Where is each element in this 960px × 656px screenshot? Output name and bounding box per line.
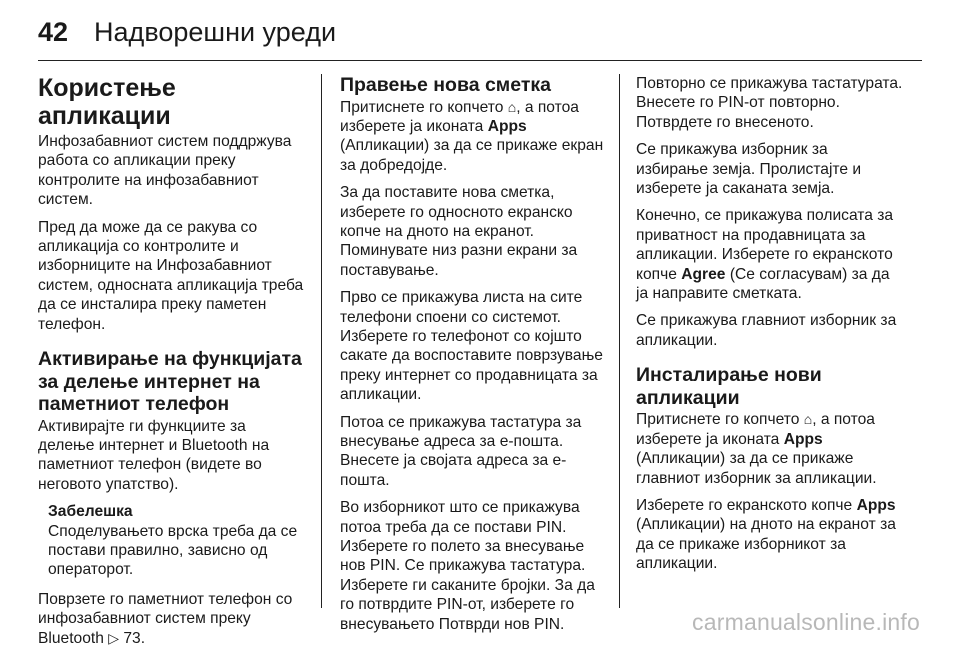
home-icon: ⌂ xyxy=(803,411,813,428)
paragraph: Притиснете го копчето ⌂, а потоа изберете ја иконата Apps (Апликации) за да се прикаже главниот изборник за апликации. xyxy=(636,411,877,487)
column-divider-1 xyxy=(321,74,322,608)
subheading-new-account: Правење нова сметка xyxy=(340,74,551,96)
paragraph: Се прикажува главниот изборник за апликации. xyxy=(636,312,897,349)
subheading-tethering: Активирање на функцијата за делење интернет на паметниот телефон xyxy=(38,348,302,416)
paragraph: Поврзете го паметниот телефон со инфозабавниот систем преку Bluetooth ▷ 73. xyxy=(38,590,293,647)
paragraph: Во изборникот што се прикажува потоа треба да се постави PIN. Изберете го полето за внесување нов PIN. Се прикажува тастатура. Изберете ги саканите бројки. За да го потврдите PIN-от, изберете го внесувањето Потврди нов PIN. xyxy=(340,499,595,633)
triangle-right-icon: ▷ xyxy=(108,629,120,646)
section-title: Надворешни уреди xyxy=(94,16,337,47)
paragraph: Изберете го екранското копче Apps (Апликации) на дното на екранот за да се прикаже изборникот за апликации. xyxy=(636,496,896,573)
page-header xyxy=(38,14,336,50)
paragraph: Инфозабавниот систем поддржува работа со апликации преку контролите на инфозабавниот систем. xyxy=(38,133,292,209)
agree-label: Agree xyxy=(681,265,726,283)
column-3 xyxy=(636,74,904,582)
paragraph: Притиснете го копчето ⌂, а потоа изберете ја иконата Apps (Апликации) за да се прикаже екран за добредојде. xyxy=(340,98,604,174)
paragraph: Потоа се прикажува тастатура за внесување адреса за е-пошта. Внесете ја својата адреса за е-пошта. xyxy=(340,413,582,489)
column-1 xyxy=(38,74,306,656)
subheading-install-apps: Инсталирање нови апликации xyxy=(636,364,822,409)
heading-using-apps: Користење апликации xyxy=(38,74,176,130)
watermark: carmanualsonline.info xyxy=(692,609,920,635)
apps-label: Apps xyxy=(856,496,896,514)
header-rule xyxy=(38,60,922,61)
page-number: 42 xyxy=(38,16,69,47)
page-reference[interactable]: 73. xyxy=(123,629,146,647)
column-2 xyxy=(340,74,608,642)
paragraph: Пред да може да се ракува со апликација со контролите и изборниците на Инфозабавниот систем, односната апликација треба да се инсталира преку паметен телефон. xyxy=(38,218,304,333)
paragraph: Повторно се прикажува тастатурата. Внесете го PIN-от повторно. Потврдете го внесеното. xyxy=(636,75,903,131)
paragraph: Активирајте ги функциите за делење интернет и Bluetooth на паметниот телефон (видете во неговото упатство). xyxy=(38,417,270,493)
column-divider-2 xyxy=(619,74,620,608)
paragraph: Конечно, се прикажува полисата за приватност на продавницата за апликации. Изберете го екранското копче Agree (Се согласувам) за да ја направите сметката. xyxy=(636,207,894,303)
home-icon: ⌂ xyxy=(507,98,517,115)
paragraph: Се прикажува изборник за избирање земја. Пролистајте и изберете ја саканата земја. xyxy=(636,141,862,198)
paragraph: За да поставите нова сметка, изберете го односното екранско копче на дното на екранот. Поминувате низ разни екрани за поставување. xyxy=(340,184,578,279)
apps-label: Apps xyxy=(487,117,527,135)
note-title: Забелешка xyxy=(48,503,133,521)
note-box xyxy=(48,502,306,580)
note-text: Споделувањето врска треба да се постави правилно, зависно од операторот. xyxy=(48,522,298,579)
paragraph: Прво се прикажува листа на сите телефони споени со системот. Изберете го телефонот со којшто сакате да воспоставите поврзување преку интернет со продавницата за апликации. xyxy=(340,289,603,404)
apps-label: Apps xyxy=(783,430,823,448)
